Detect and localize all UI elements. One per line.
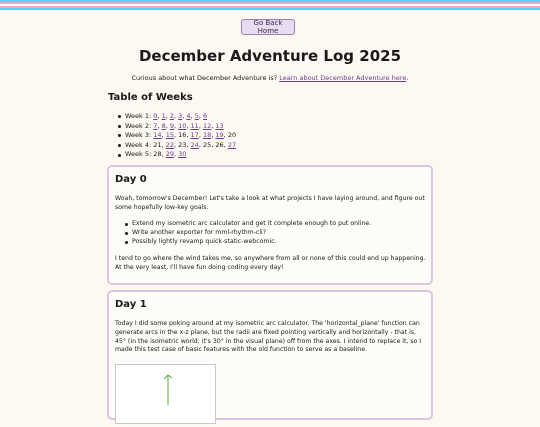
goal-item: Write another exporter for mml-rhythm-cli? [132, 229, 371, 238]
day-link[interactable]: 2 [169, 112, 174, 120]
isometric-axes-drawing [116, 365, 215, 423]
day-link[interactable]: 11 [190, 121, 199, 130]
day-number: 20 [227, 131, 237, 140]
day-0-goals-list [132, 220, 371, 246]
day-link[interactable]: 10 [178, 121, 187, 130]
isometric-arc-test-image [115, 364, 216, 424]
day-0-title: Day 0 [115, 174, 147, 185]
day-number: 25 [202, 140, 212, 149]
week-row: Week 4: 21, 22, 23, 24, 25, 26, 27 [125, 140, 237, 149]
week-label: Week 2: [125, 121, 152, 130]
day-link[interactable]: 3 [178, 112, 183, 120]
go-back-home-button[interactable]: Go Back Home [241, 19, 295, 35]
day-1-title: Day 1 [115, 299, 147, 310]
intro-question: Curious about what December Adventure is? [131, 74, 278, 82]
week-label: Week 3: [125, 131, 152, 140]
page-title: December Adventure Log 2025 [138, 47, 402, 65]
day-1-entry [107, 290, 433, 420]
day-0-entry [107, 165, 433, 285]
goal-item: Possibly lightly revamp quick-static-webcomic. [132, 238, 371, 247]
day-link[interactable]: 19 [215, 131, 224, 140]
week-row: Week 5: 28, 29, 30 [125, 150, 236, 160]
day-link[interactable]: 24 [190, 140, 199, 149]
day-link[interactable]: 7 [153, 121, 158, 130]
week-row: Week 1: 0, 1, 2, 3, 4, 5, 6 [125, 112, 236, 122]
day-number: 16 [178, 131, 187, 140]
day-link[interactable]: 22 [165, 140, 174, 149]
week-label: Week 5: [125, 150, 152, 159]
day-link[interactable]: 5 [194, 112, 199, 120]
week-label: Week 4: [125, 140, 152, 149]
day-link[interactable]: 4 [186, 112, 191, 120]
day-link[interactable]: 30 [178, 150, 187, 159]
day-link[interactable]: 27 [227, 140, 237, 149]
week-row: Week 3: 14, 15, 16, 17, 18, 19, 20 [125, 131, 237, 140]
day-link[interactable]: 12 [202, 121, 212, 130]
day-link[interactable]: 14 [153, 131, 162, 140]
day-link[interactable]: 18 [202, 131, 212, 140]
day-1-paragraph-1: Today I did some poking around at my isometric arc calculator. The 'horizontal_plane' function can generate arcs in the x-z plane, but the radii are fixed pointing vertically and horizontally - that is, 45° (in the isometric world; it's 30° in the visual plane) off from the axes. I intend to replace it, so I made this test case of basic features with the old function to serve as a baseline. [115, 320, 422, 354]
learn-december-adventure-link[interactable]: Learn about December Adventure here [279, 74, 407, 82]
day-link[interactable]: 17 [190, 131, 199, 140]
day-number: 21 [153, 140, 162, 149]
day-link[interactable]: 15 [165, 131, 174, 140]
day-0-paragraph-1: Woah, tomorrow's December! Let's take a look at what projects I have laying around, and figure out some hopefully low-key goals. [115, 195, 425, 211]
day-number: 28 [153, 150, 162, 159]
intro-text [0, 74, 540, 82]
weeks-list [125, 112, 236, 160]
day-number: 26 [215, 140, 224, 149]
day-link[interactable]: 13 [215, 121, 224, 130]
day-link[interactable]: 29 [165, 150, 174, 159]
week-row: Week 2: 7, 8, 9, 10, 11, 12, 13 [125, 122, 236, 132]
day-link[interactable]: 1 [161, 112, 166, 120]
intro-suffix: . [406, 74, 409, 82]
flag-stripe-5 [0, 8, 540, 10]
day-link[interactable]: 8 [161, 121, 166, 130]
day-link[interactable]: 6 [202, 112, 208, 120]
day-link[interactable]: 9 [169, 121, 174, 130]
day-link[interactable]: 0 [153, 112, 158, 120]
week-label: Week 1: [125, 112, 152, 120]
table-of-weeks-heading: Table of Weeks [108, 92, 193, 103]
day-number: 23 [178, 140, 187, 149]
day-0-paragraph-2: I tend to go where the wind takes me, so anywhere from all or none of this could end up happening. At the very least, I'll have fun doing coding every day! [115, 255, 426, 271]
goal-item: Extend my isometric arc calculator and get it complete enough to put online. [132, 220, 372, 227]
